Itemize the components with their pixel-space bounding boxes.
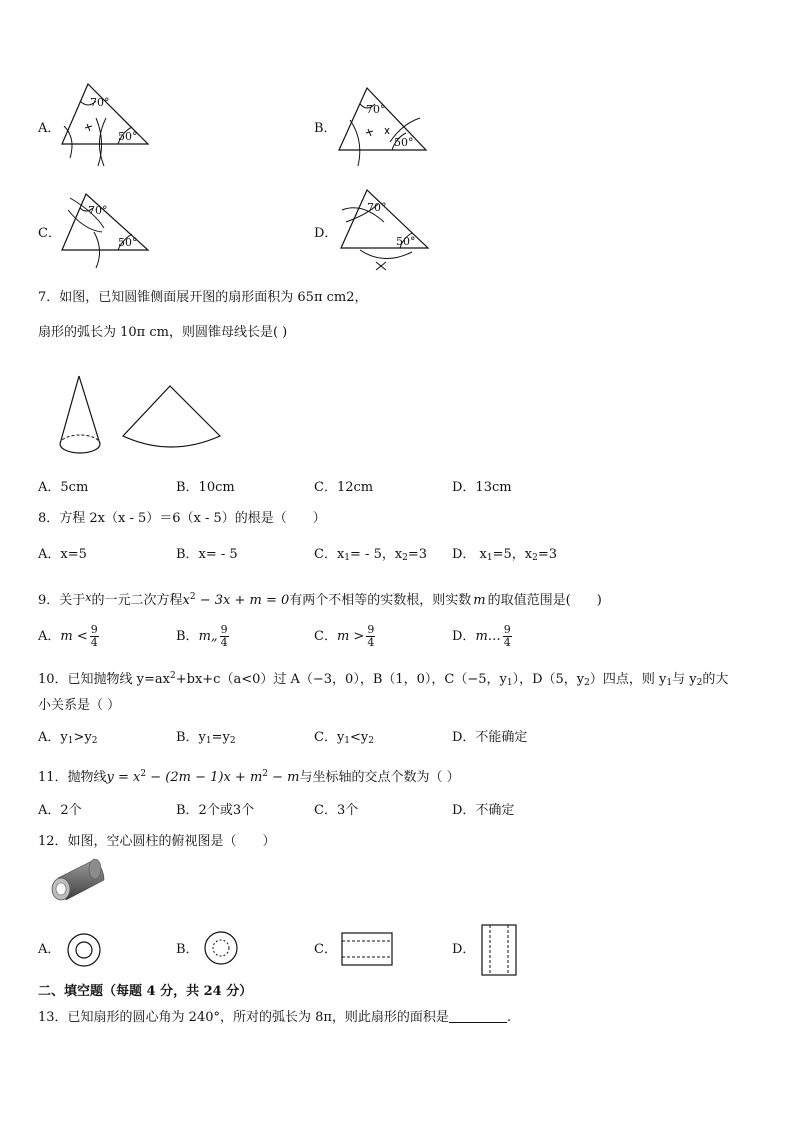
q7-stem-line2: 扇形的弧长为 10π cm，则圆锥母线长是( )	[38, 325, 288, 340]
q10-stem-line2: 小关系是（ ）	[38, 698, 121, 713]
q8-option-b: B．x= - 5	[176, 547, 238, 562]
q8-option-d: D． $x_1=5$，$x_2=3$	[452, 547, 558, 563]
q7-stem-line1: 7．如图，已知圆锥侧面展开图的扇形面积为 65π cm2，	[38, 290, 368, 305]
q7-option-c: C．12cm	[314, 480, 374, 495]
q7-option-b: B．10cm	[176, 480, 235, 495]
q9-option-d: D．m… $\frac{9}{4}$	[452, 623, 511, 649]
q11-option-a: A．2个	[38, 803, 82, 818]
q9-option-b: B．m„ $\frac{9}{4}$	[176, 623, 228, 649]
q8-option-c: C．$x_1= - 5$，$x_2=3$	[314, 547, 428, 563]
q6-option-a-angle-right: 50°	[118, 130, 138, 143]
q7-option-a: A．5cm	[38, 480, 89, 495]
q9-option-a: A．m < $\frac{9}{4}$	[38, 623, 98, 649]
q7-option-d: D．13cm	[452, 480, 512, 495]
q6-option-a-letter: A．	[38, 121, 61, 136]
q6-option-b-angle-top: 70°	[366, 103, 386, 116]
q6-option-d-angle-right: 50°	[396, 235, 416, 248]
q6-option-b-letter: B．	[314, 121, 337, 136]
q12-option-a-letter: A．	[38, 942, 61, 957]
q10-option-b: B．$y_1=y_2$	[176, 730, 236, 746]
q11-stem: 11．抛物线$y = x^2 - (2m - 1)x + m^2 - m$与坐标轴的交点个数为（ ）	[38, 769, 460, 785]
q6-option-c-letter: C．	[38, 226, 61, 241]
q6-option-c-angle-right: 50°	[118, 236, 138, 249]
q6-option-c-angle-top: 70°	[88, 204, 108, 217]
q6-option-d-angle-top: 70°	[367, 201, 387, 214]
q9-stem: 9．关于$^x$的一元二次方程$x^2 - 3x + m = 0$有两个不相等的实数根，则实数 m 的取值范围是( )	[38, 591, 602, 608]
q8-stem: 8．方程 2x（x - 5）＝6（x - 5）的根是（ ）	[38, 511, 326, 526]
q11-option-d: D．不确定	[452, 803, 515, 818]
q9-option-c: C．m > $\frac{9}{4}$	[314, 623, 375, 649]
q12-option-c-letter: C．	[314, 942, 337, 957]
q6-option-d-letter: D．	[314, 226, 338, 241]
question-13: 13．已知扇形的圆心角为 240°，所对的弧长为 8π，则此扇形的面积是 .	[38, 1010, 512, 1025]
q10-stem-line1: 10．已知抛物线 $y=ax^2+bx+c(a<0)$过 A（−3，0），B（1，0），C（−5，$y_1$），D（5，$y_2$）四点，则 $y_1$与 $y_2$的大	[38, 671, 729, 688]
q8-option-a: A．x=5	[38, 547, 87, 562]
q10-option-a: A．$y_1>y_2$	[38, 730, 98, 746]
q10-option-d: D．不能确定	[452, 730, 528, 745]
q6-option-b-angle-right: 50°	[394, 136, 414, 149]
section-title: 二、填空题（每题 4 分，共 24 分）	[38, 984, 253, 999]
q10-option-c: C．$y_1<y_2$	[314, 730, 375, 746]
q12-option-d-letter: D．	[452, 942, 476, 957]
q12-option-b-letter: B．	[176, 942, 199, 957]
q11-option-b: B．2个或3个	[176, 803, 255, 818]
q13-answer-blank	[449, 1010, 507, 1023]
q12-stem: 12．如图，空心圆柱的俯视图是（ ）	[38, 834, 276, 849]
q11-option-c: C．3个	[314, 803, 359, 818]
q6-option-a-angle-top: 70°	[90, 96, 110, 109]
